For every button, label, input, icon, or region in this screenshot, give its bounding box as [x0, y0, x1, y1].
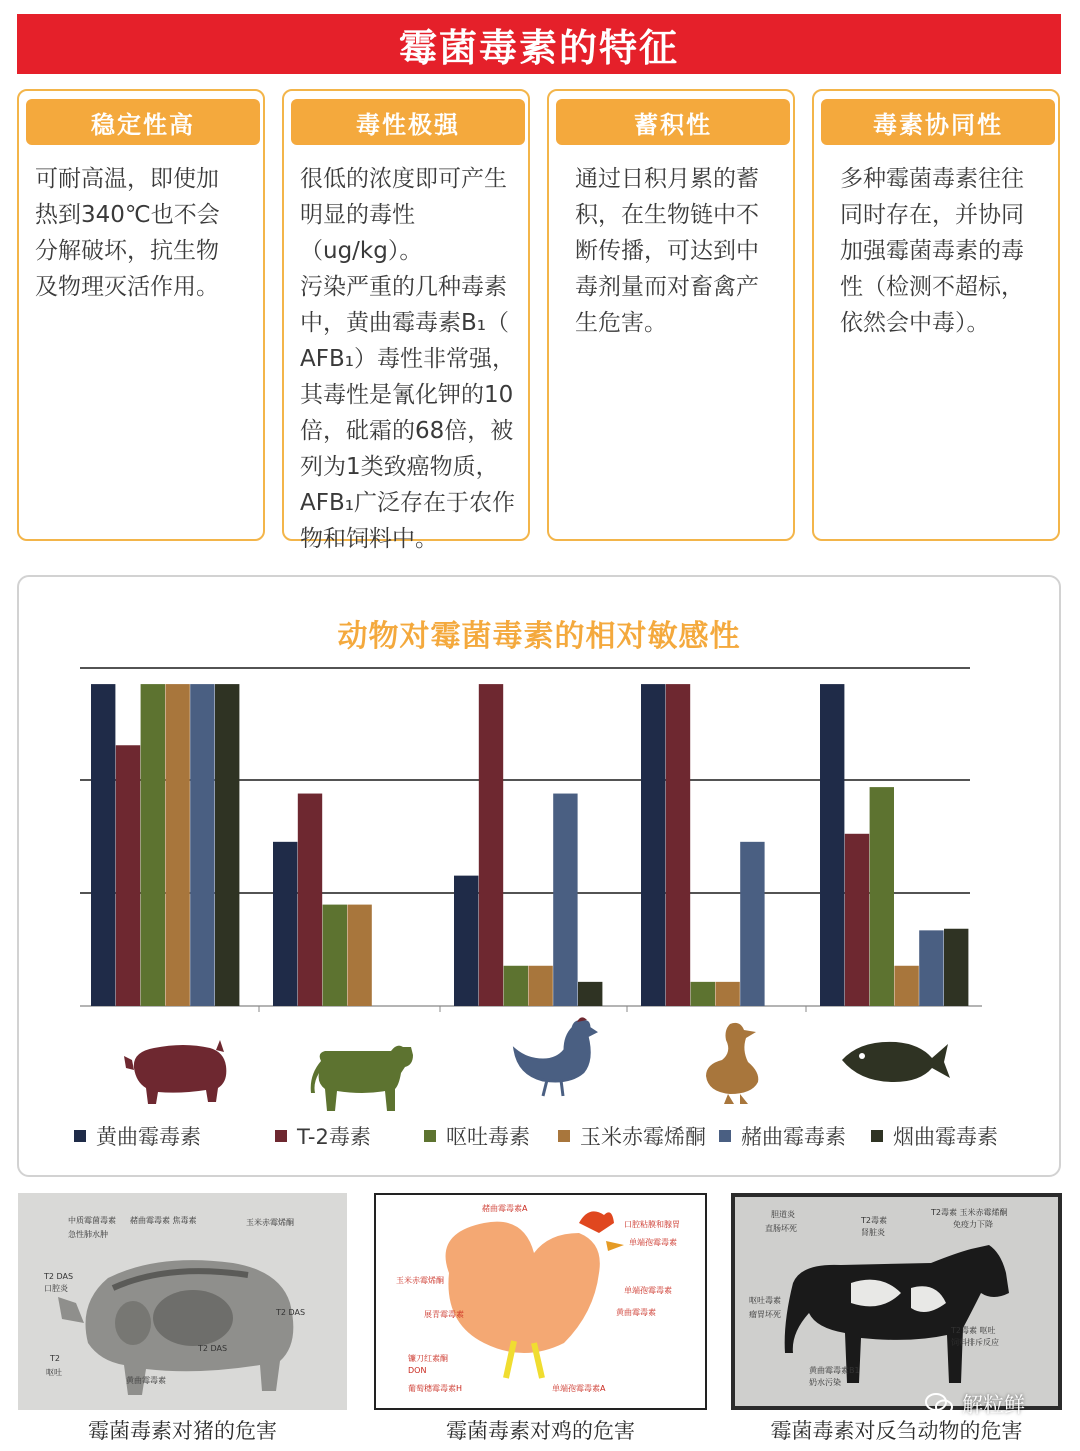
bar-duck-4 — [740, 842, 764, 1006]
card-title: 蓄积性 — [556, 99, 790, 145]
svg-text:瘤胃坏死: 瘤胃坏死 — [749, 1310, 781, 1319]
svg-text:口腔炎: 口腔炎 — [44, 1284, 68, 1293]
legend-item — [275, 1121, 371, 1151]
svg-text:玉米赤霉烯酮: 玉米赤霉烯酮 — [246, 1218, 294, 1227]
bar-chicken-2 — [504, 966, 528, 1006]
legend-label: 赭曲霉毒素 — [741, 1125, 846, 1149]
svg-text:T2毒素: T2毒素 — [861, 1216, 887, 1225]
svg-text:赭曲霉毒素A: 赭曲霉毒素A — [482, 1204, 528, 1213]
legend-item — [871, 1121, 998, 1151]
legend-swatch — [871, 1130, 883, 1142]
svg-text:单端孢霉毒素A: 单端孢霉毒素A — [552, 1384, 606, 1393]
svg-text:单端孢霉毒素: 单端孢霉毒素 — [629, 1238, 677, 1247]
svg-text:镰刀红素酮: 镰刀红素酮 — [408, 1354, 448, 1363]
cow-icon — [311, 1046, 413, 1111]
svg-text:呕吐毒素: 呕吐毒素 — [749, 1296, 781, 1305]
legend-item — [719, 1121, 846, 1151]
svg-text:急性肺水肿: 急性肺水肿 — [68, 1230, 108, 1239]
legend-item — [74, 1121, 201, 1151]
chicken-harm-photo — [374, 1193, 707, 1410]
card-title: 毒素协同性 — [821, 99, 1055, 145]
svg-text:T2 DAS: T2 DAS — [198, 1344, 228, 1353]
bar-fish-4 — [919, 930, 943, 1006]
photo-caption-pig: 霉菌毒素对猪的危害 — [88, 1419, 277, 1443]
card-text: 很低的浓度即可产生 明显的毒性（ug/kg）。 污染严重的几种毒素 中，黄曲霉毒素B₁（ AFB₁）毒性非常强， 其毒性是氰化钾的10 倍，砒霜的68倍，被 列为1类致癌物质， AFB₁广泛存在于农作 物和饲料中。 — [300, 166, 515, 552]
bar-cattle-0 — [273, 842, 297, 1006]
bar-duck-1 — [666, 684, 690, 1006]
svg-text:赭曲霉毒素 焦毒素: 赭曲霉毒素 焦毒素 — [130, 1216, 197, 1225]
wechat-icon — [924, 1392, 954, 1416]
svg-text:单端孢霉毒素: 单端孢霉毒素 — [624, 1286, 672, 1295]
bar-pig-5 — [215, 684, 239, 1006]
bar-fish-1 — [845, 834, 869, 1006]
svg-text:T2 DAS: T2 DAS — [276, 1308, 306, 1317]
bar-cattle-1 — [298, 794, 322, 1006]
bar-chicken-5 — [578, 982, 602, 1006]
watermark — [924, 1389, 1025, 1419]
bar-cattle-2 — [323, 905, 347, 1006]
photo-caption-cow: 霉菌毒素对反刍动物的危害 — [770, 1419, 1023, 1443]
legend-item — [558, 1121, 706, 1151]
svg-text:胆道炎: 胆道炎 — [771, 1210, 795, 1219]
bar-pig-0 — [91, 684, 115, 1006]
svg-text:饲料排斥反应: 饲料排斥反应 — [951, 1338, 999, 1347]
legend-label: 呕吐毒素 — [446, 1125, 530, 1149]
bar-chicken-3 — [528, 966, 552, 1006]
svg-text:DON: DON — [408, 1366, 427, 1375]
bar-fish-0 — [820, 684, 844, 1006]
chart-legend — [0, 1121, 1080, 1149]
bar-chicken-4 — [553, 794, 577, 1006]
card-title: 稳定性高 — [26, 99, 260, 145]
svg-text:黄曲霉毒素B1: 黄曲霉毒素B1 — [809, 1366, 860, 1375]
bar-cattle-3 — [347, 905, 371, 1006]
svg-text:中质霉菌毒素: 中质霉菌毒素 — [68, 1216, 116, 1225]
svg-text:直肠坏死: 直肠坏死 — [765, 1224, 797, 1233]
watermark-text: 解粒鲜 — [962, 1393, 1025, 1417]
bar-fish-2 — [870, 787, 894, 1006]
svg-text:奶水污染: 奶水污染 — [809, 1378, 841, 1387]
photo-caption-chicken: 霉菌毒素对鸡的危害 — [446, 1419, 635, 1443]
pig-harm-photo — [18, 1193, 347, 1410]
legend-swatch — [558, 1130, 570, 1142]
svg-text:黄曲霉毒素: 黄曲霉毒素 — [126, 1376, 166, 1385]
svg-text:呕吐: 呕吐 — [46, 1368, 62, 1377]
legend-item — [424, 1121, 530, 1151]
legend-label: T-2毒素 — [297, 1125, 371, 1149]
page-title: 霉菌毒素的特征 — [398, 25, 679, 70]
bar-pig-2 — [141, 684, 165, 1006]
bar-chicken-1 — [479, 684, 503, 1006]
bar-pig-1 — [116, 745, 140, 1006]
card-text: 可耐高温，即使加 热到340℃也不会 分解破坏，抗生物 及物理灭活作用。 — [35, 166, 220, 300]
bar-pig-3 — [165, 684, 189, 1006]
bar-duck-0 — [641, 684, 665, 1006]
legend-swatch — [424, 1130, 436, 1142]
svg-text:肾脏炎: 肾脏炎 — [861, 1228, 885, 1237]
chicken-icon — [515, 1017, 595, 1096]
svg-text:T2毒素 呕吐: T2毒素 呕吐 — [951, 1326, 996, 1335]
svg-text:T2 DAS: T2 DAS — [44, 1272, 74, 1281]
bar-chicken-0 — [454, 876, 478, 1006]
pig-icon — [124, 1040, 226, 1104]
legend-label: 烟曲霉毒素 — [893, 1125, 998, 1149]
cow-harm-photo — [731, 1193, 1062, 1410]
legend-swatch — [74, 1130, 86, 1142]
card-text: 通过日积月累的蓄 积，在生物链中不 断传播，可达到中 毒剂量而对畜禽产 生危害。 — [575, 166, 759, 336]
bar-fish-3 — [894, 966, 918, 1006]
svg-text:口腔粘膜和腺胃: 口腔粘膜和腺胃 — [624, 1220, 680, 1229]
svg-text:T2: T2 — [50, 1354, 60, 1363]
bar-duck-3 — [715, 982, 739, 1006]
duck-icon — [706, 1023, 758, 1104]
legend-swatch — [719, 1130, 731, 1142]
legend-swatch — [275, 1130, 287, 1142]
legend-label: 黄曲霉毒素 — [96, 1125, 201, 1149]
svg-text:展青霉毒素: 展青霉毒素 — [424, 1310, 464, 1319]
bar-fish-5 — [944, 929, 968, 1006]
svg-text:免疫力下降: 免疫力下降 — [953, 1220, 993, 1229]
chart-title: 动物对霉菌毒素的相对敏感性 — [337, 619, 741, 654]
svg-text:T2毒素 玉米赤霉烯酮: T2毒素 玉米赤霉烯酮 — [931, 1208, 1008, 1217]
card-text: 多种霉菌毒素往往 同时存在，并协同 加强霉菌毒素的毒 性（检测不超标， 依然会中毒）。 — [840, 166, 1024, 336]
svg-text:玉米赤霉烯酮: 玉米赤霉烯酮 — [396, 1276, 444, 1285]
svg-text:黄曲霉毒素: 黄曲霉毒素 — [616, 1308, 656, 1317]
bar-pig-4 — [190, 684, 214, 1006]
fish-icon — [842, 1042, 950, 1082]
card-title: 毒性极强 — [291, 99, 525, 145]
bar-duck-2 — [691, 982, 715, 1006]
legend-label: 玉米赤霉烯酮 — [580, 1125, 706, 1149]
svg-text:葡萄穗霉毒素H: 葡萄穗霉毒素H — [408, 1384, 463, 1393]
